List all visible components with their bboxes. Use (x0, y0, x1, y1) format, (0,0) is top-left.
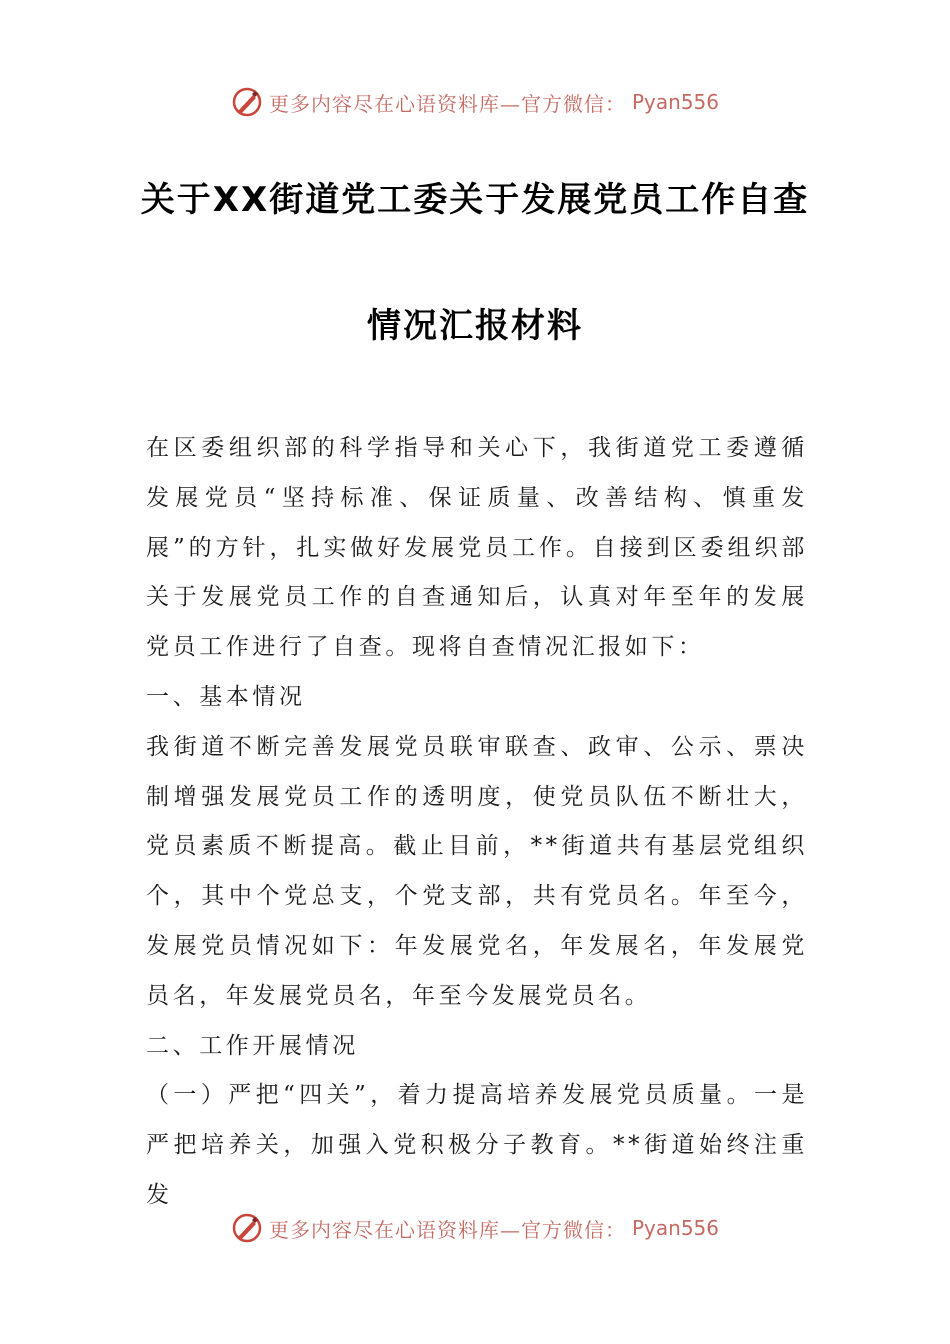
paragraph-basic: 我街道不断完善发展党员联审联查、政审、公示、票决制增强发展党员工作的透明度，使党员队伍不断壮大，党员素质不断提高。截止目前，**街道共有基层党组织个，其中个党总支，个党支部，共有党员名。年至今，发展党员情况如下：年发展党名，年发展名，年发展党员名，年发展党员名，年至今发展党员名。 (146, 733, 808, 1009)
pen-logo-icon (231, 86, 263, 118)
document-title-line-1: 关于XX街道党工委关于发展党员工作自查 (140, 180, 810, 220)
watermark-header (0, 86, 950, 118)
section-heading-basic: 一、基本情况 (146, 683, 306, 710)
watermark-wechat-id: Pyan556 (631, 90, 719, 114)
watermark-text: 更多内容尽在心语资料库—官方微信： (268, 1217, 626, 1242)
watermark-wechat-id: Pyan556 (631, 1216, 719, 1240)
watermark-text: 更多内容尽在心语资料库—官方微信： (268, 91, 626, 116)
watermark-footer (0, 1212, 950, 1244)
paragraph-intro: 在区委组织部的科学指导和关心下，我街道党工委遵循发展党员“坚持标准、保证质量、改善结构、慎重发展”的方针，扎实做好发展党员工作。自接到区委组织部关于发展党员工作的自查通知后，认真对年至年的发展党员工作进行了自查。现将自查情况汇报如下： (146, 435, 808, 661)
document-body (146, 424, 808, 1221)
section-heading-work: 二、工作开展情况 (146, 1032, 359, 1059)
paragraph-work: （一）严把“四关”，着力提高培养发展党员质量。一是严把培养关，加强入党积极分子教育。**街道始终注重发 (146, 1082, 808, 1208)
pen-logo-icon (231, 1212, 263, 1244)
document-title-line-2: 情况汇报材料 (367, 306, 583, 346)
